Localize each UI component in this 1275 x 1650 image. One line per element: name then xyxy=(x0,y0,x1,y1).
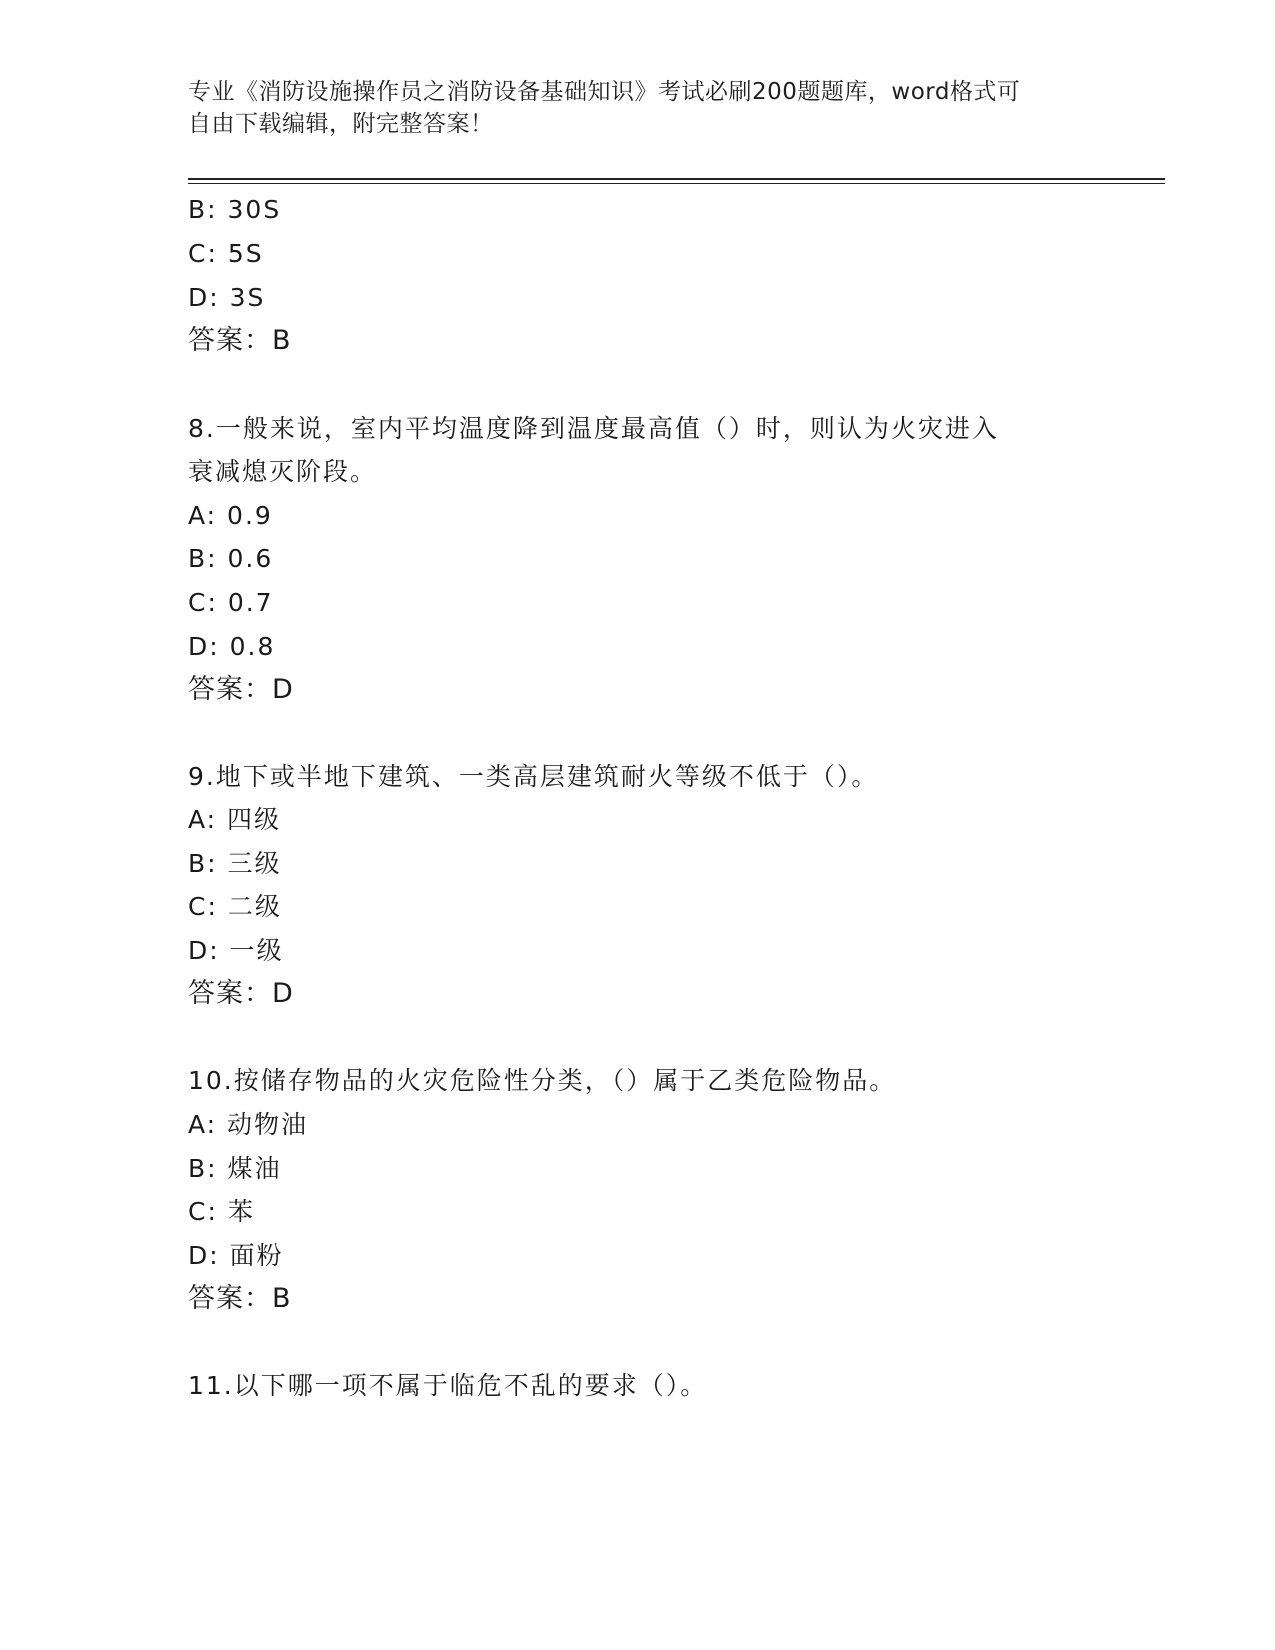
q10-option-b: B: 煤油 xyxy=(188,1154,282,1183)
q9-option-d: D: 一级 xyxy=(188,936,284,965)
q8-stem-line-2: 衰减熄灭阶段。 xyxy=(188,457,378,486)
q10-answer: 答案：B xyxy=(188,1283,292,1314)
q7-option-d: D: 3S xyxy=(188,283,266,312)
q11-stem: 11.以下哪一项不属于临危不乱的要求（）。 xyxy=(188,1371,708,1400)
q10-option-c: C: 苯 xyxy=(188,1197,255,1226)
header-line-1: 专业《消防设施操作员之消防设备基础知识》考试必刷200题题库，word格式可 xyxy=(188,79,1021,105)
document-header xyxy=(188,76,1088,140)
header-divider-thick xyxy=(188,178,1165,180)
q8-option-a: A: 0.9 xyxy=(188,501,273,530)
q8-stem-line-1: 8.一般来说，室内平均温度降到温度最高值（）时，则认为火灾进入 xyxy=(188,414,999,443)
q8-option-d: D: 0.8 xyxy=(188,632,276,661)
q7-answer: 答案：B xyxy=(188,325,292,356)
q10-option-d: D: 面粉 xyxy=(188,1241,284,1270)
q8-option-b: B: 0.6 xyxy=(188,544,274,573)
q10-stem: 10.按储存物品的火灾危险性分类，（）属于乙类危险物品。 xyxy=(188,1066,897,1095)
q9-option-a: A: 四级 xyxy=(188,805,282,834)
q9-option-c: C: 二级 xyxy=(188,892,282,921)
header-line-2: 自由下载编辑，附完整答案！ xyxy=(188,111,494,137)
q9-option-b: B: 三级 xyxy=(188,849,282,878)
q8-option-c: C: 0.7 xyxy=(188,588,274,617)
header-divider-thin xyxy=(188,183,1165,184)
q9-answer: 答案：D xyxy=(188,978,294,1009)
q7-option-c: C: 5S xyxy=(188,239,264,268)
q8-answer: 答案：D xyxy=(188,674,294,705)
q7-option-b: B: 30S xyxy=(188,195,282,224)
q9-stem: 9.地下或半地下建筑、一类高层建筑耐火等级不低于（）。 xyxy=(188,762,879,791)
q10-option-a: A: 动物油 xyxy=(188,1110,309,1139)
